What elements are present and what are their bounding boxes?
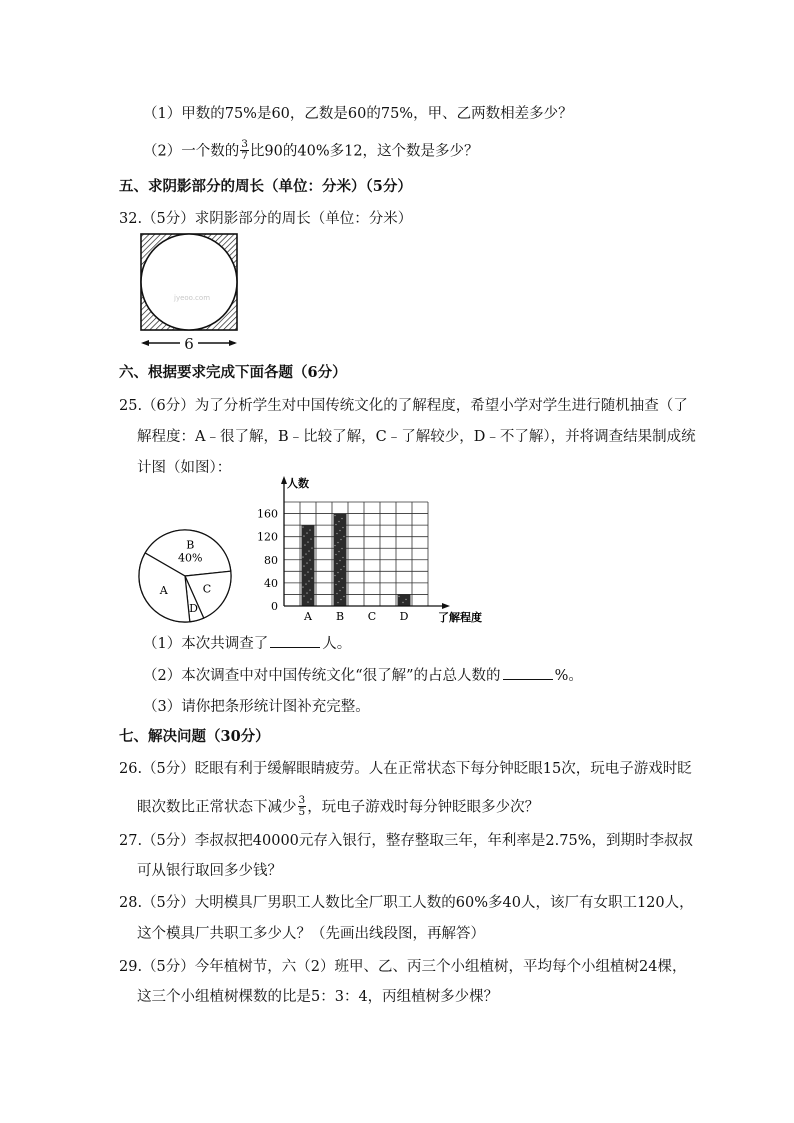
question-25-line-1: 25.（6分）为了分析学生对中国传统文化的了解程度，希望小学对学生进行随机抽查（了 xyxy=(119,398,688,414)
bar-texture xyxy=(340,599,341,600)
y-tick-40: 40 xyxy=(264,576,278,590)
y-tick-120: 120 xyxy=(257,530,278,544)
x-tick-A: A xyxy=(304,610,312,623)
pie-chart xyxy=(136,526,236,626)
bar-texture xyxy=(306,562,307,563)
arrow-left xyxy=(141,340,149,346)
bar-texture xyxy=(335,584,336,585)
bar-texture xyxy=(335,554,336,555)
bar-A xyxy=(302,525,315,606)
bar-texture xyxy=(304,574,305,575)
bar-texture xyxy=(402,602,403,603)
y-tick-0: 0 xyxy=(271,600,278,613)
section-6-heading: 六、根据要求完成下面各题（6分） xyxy=(119,364,347,381)
bar-texture xyxy=(303,595,304,596)
arrow-right xyxy=(229,340,237,346)
bar-texture xyxy=(304,544,305,545)
bar-texture xyxy=(303,565,304,566)
bar-texture xyxy=(337,542,338,543)
section-7-heading: 七、解决问题（30分） xyxy=(119,728,270,745)
pie-label-C: C xyxy=(202,582,212,596)
fraction-3-5 xyxy=(298,795,307,818)
bar-texture xyxy=(310,538,311,539)
question-32: 32.（5分）求阴影部分的周长（单位：分米） xyxy=(119,211,413,227)
watermark: jyeoo.com xyxy=(174,294,211,302)
bar-texture xyxy=(343,566,344,567)
fraction-3-7 xyxy=(240,139,249,162)
bar-texture xyxy=(302,526,303,527)
bar-texture xyxy=(340,569,341,570)
bar-texture xyxy=(339,590,340,591)
bar-texture xyxy=(405,599,406,600)
question-25-line-2: 解程度：A﹣很了解，B﹣比较了解，C﹣了解较少，D﹣不了解），并将调查结果制成统 xyxy=(137,429,696,445)
bar-texture xyxy=(398,596,399,597)
section-5-heading: 五、求阴影部分的周长（单位：分米）（5分） xyxy=(119,178,412,195)
question-26-line-1: 26.（5分）眨眼有利于缓解眼睛疲劳。人在正常状态下每分钟眨眼15次，玩电子游戏时眨 xyxy=(119,761,692,777)
x-tick-D: D xyxy=(399,610,409,623)
q26-text-b: ，玩电子游戏时每分钟眨眼多少次？ xyxy=(307,799,540,816)
bar-texture xyxy=(308,550,309,551)
fraction-denominator: 7 xyxy=(241,150,248,162)
bar-texture xyxy=(343,596,344,597)
bar-texture xyxy=(302,586,303,587)
bar-texture xyxy=(342,527,343,528)
x-tick-C: C xyxy=(367,610,377,623)
y-tick-80: 80 xyxy=(264,553,278,567)
bar-texture xyxy=(336,563,337,564)
y-tick-160: 160 xyxy=(257,507,278,521)
bar-texture xyxy=(342,587,343,588)
bar-texture xyxy=(338,551,339,552)
bar-texture xyxy=(310,568,311,569)
bar-texture xyxy=(302,556,303,557)
bar-texture xyxy=(309,589,310,590)
pie-percent-B: 40% xyxy=(178,551,203,565)
bar-texture xyxy=(339,560,340,561)
question-31-part-1: （1）甲数的75%是60，乙数是60的75%，甲、乙两数相差多少？ xyxy=(143,106,573,122)
fraction-denominator: 5 xyxy=(298,806,306,818)
x-tick-B: B xyxy=(335,610,345,623)
x-axis-arrow xyxy=(442,603,450,609)
bar-texture xyxy=(341,518,342,519)
x-axis-label: 了解程度 xyxy=(438,611,482,624)
question-28-line-1: 28.（5分）大明模具厂男职工人数比全厂职工人数的60%多40人，该厂有女职工120人， xyxy=(119,895,694,911)
bar-texture xyxy=(336,533,337,534)
bar-texture xyxy=(311,547,312,548)
dimension-label: 6 xyxy=(184,335,194,353)
inscribed-circle xyxy=(141,234,237,330)
question-26-line-2 xyxy=(137,796,539,819)
bar-texture xyxy=(334,515,335,516)
bar-texture xyxy=(335,524,336,525)
bar-texture xyxy=(305,553,306,554)
question-27-line-1: 27.（5分）李叔叔把40000元存入银行，整存整取三年，年利率是2.75%，到期时李叔叔 xyxy=(119,833,693,849)
bar-texture xyxy=(338,521,339,522)
fraction-numerator: 3 xyxy=(298,794,306,806)
pie-label-D: D xyxy=(189,601,198,615)
bar-texture xyxy=(337,572,338,573)
bar-texture xyxy=(303,535,304,536)
question-27-line-2: 可从银行取回多少钱？ xyxy=(137,863,282,879)
bar-chart xyxy=(246,474,482,626)
q26-text-a: 眼次数比正常状态下减少 xyxy=(137,799,297,816)
bar-texture xyxy=(342,557,343,558)
question-25-line-3: 计图（如图）： xyxy=(137,460,232,476)
bar-texture xyxy=(308,580,309,581)
bar-texture xyxy=(334,575,335,576)
bar-texture xyxy=(336,593,337,594)
bar-texture xyxy=(306,592,307,593)
sub1-text-a: （1）本次共调查了 xyxy=(143,636,269,652)
bar-texture xyxy=(343,536,344,537)
bar-texture xyxy=(307,571,308,572)
pie-label-B: B xyxy=(186,538,195,552)
bar-texture xyxy=(310,598,311,599)
bar-texture xyxy=(337,602,338,603)
answer-blank-percent[interactable] xyxy=(503,665,553,680)
q31-2-text-a: （2）一个数的 xyxy=(143,143,240,160)
bar-texture xyxy=(307,601,308,602)
sub1-text-b: 人。 xyxy=(322,636,352,652)
bar-texture xyxy=(307,541,308,542)
shaded-square-figure xyxy=(134,232,244,356)
sub2-text-a: （2）本次调查中对中国传统文化“很了解”的占总人数的 xyxy=(143,668,501,684)
answer-blank-total[interactable] xyxy=(270,633,320,648)
bar-texture xyxy=(341,548,342,549)
question-25-sub-3: （3）请你把条形统计图补充完整。 xyxy=(143,699,370,715)
question-31-part-2 xyxy=(143,140,479,163)
question-25-sub-2 xyxy=(143,665,583,686)
question-29-line-2: 这三个小组植树棵数的比是5：3：4，丙组植树多少棵？ xyxy=(137,989,499,1005)
sub2-text-b: %。 xyxy=(554,668,583,684)
bar-texture xyxy=(311,577,312,578)
bar-texture xyxy=(334,545,335,546)
bar-texture xyxy=(305,583,306,584)
bar-texture xyxy=(309,529,310,530)
bar-B xyxy=(334,514,347,606)
bar-texture xyxy=(341,578,342,579)
bar-texture xyxy=(338,581,339,582)
bar-texture xyxy=(340,539,341,540)
fraction-numerator: 3 xyxy=(241,138,248,150)
y-axis-label: 人数 xyxy=(287,477,309,490)
question-29-line-1: 29.（5分）今年植树节，六（2）班甲、乙、丙三个小组植树，平均每个小组植树24棵， xyxy=(119,959,687,975)
question-28-line-2: 这个模具厂共职工多少人？（先画出线段图，再解答） xyxy=(137,926,485,942)
pie-label-A: A xyxy=(159,583,168,597)
bar-texture xyxy=(339,530,340,531)
question-25-sub-1 xyxy=(143,633,351,654)
q31-2-text-b: 比90的40%多12，这个数是多少？ xyxy=(249,143,479,160)
bar-texture xyxy=(309,559,310,560)
bar-texture xyxy=(306,532,307,533)
